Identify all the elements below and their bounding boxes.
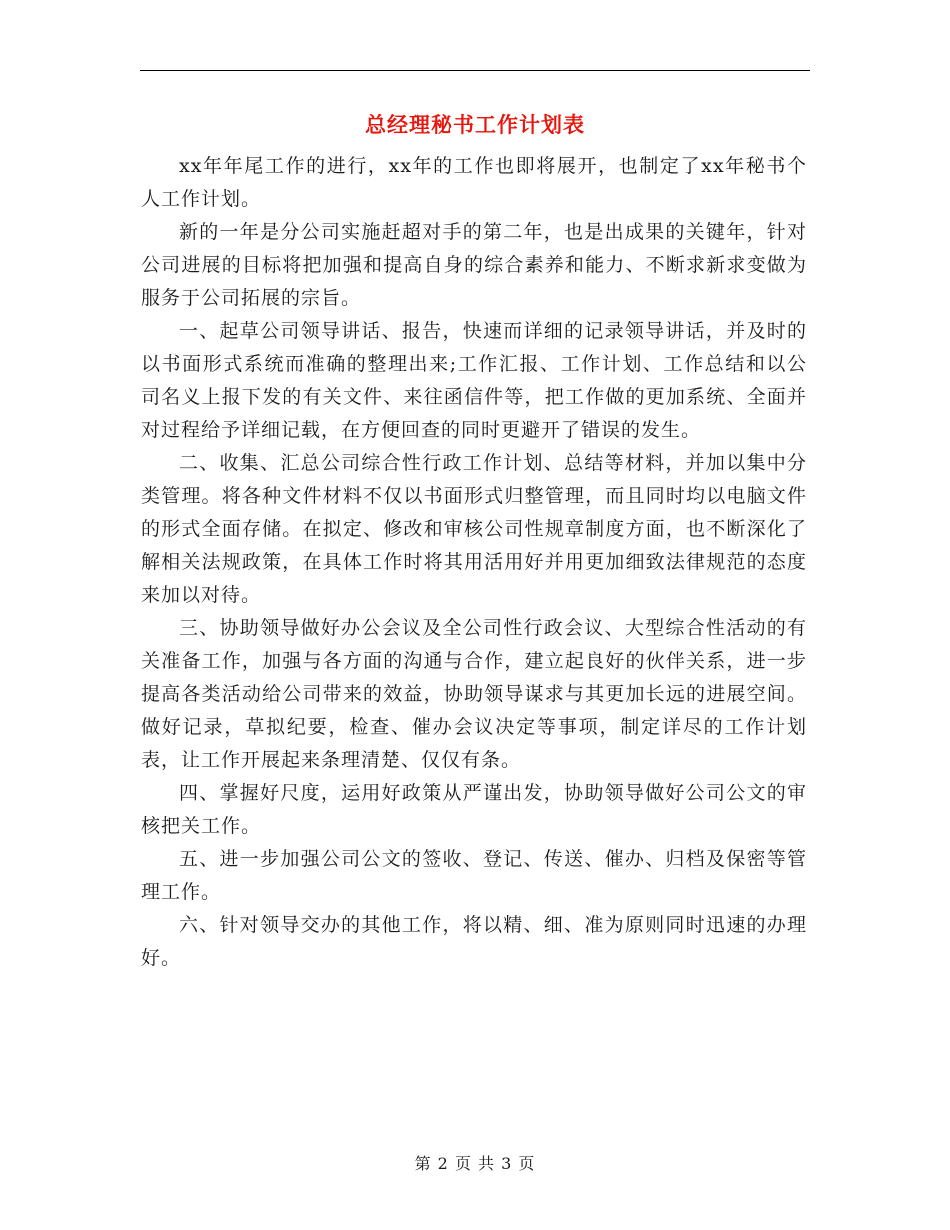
document-body (141, 150, 807, 975)
paragraph-item-3: 三、协助领导做好办公会议及全公司性行政会议、大型综合性活动的有关准备工作，加强与各方面的沟通与合作，建立起良好的伙伴关系，进一步提高各类活动给公司带来的效益，协助领导谋求与其更加长远的进展空间。做好记录，草拟纪要，检查、催办会议决定等事项，制定详尽的工作计划表，让工作开展起来条理清楚、仅仅有条。 (141, 617, 807, 771)
document-title: 总经理秘书工作计划表 (365, 113, 585, 137)
paragraph-intro: xx年年尾工作的进行，xx年的工作也即将展开，也制定了xx年秘书个人工作计划。 (141, 155, 807, 210)
paragraph-item-1: 一、起草公司领导讲话、报告，快速而详细的记录领导讲话，并及时的以书面形式系统而准确的整理出来;工作汇报、工作计划、工作总结和以公司名义上报下发的有关文件、来往函信件等，把工作做的更加系统、全面并对过程给予详细记载，在方便回查的同时更避开了错误的发生。 (141, 320, 807, 441)
paragraph-item-5: 五、进一步加强公司公文的签收、登记、传送、催办、归档及保密等管理工作。 (141, 848, 807, 903)
header-rule (140, 70, 810, 71)
paragraph-item-2: 二、收集、汇总公司综合性行政工作计划、总结等材料，并加以集中分类管理。将各种文件材料不仅以书面形式归整管理，而且同时均以电脑文件的形式全面存储。在拟定、修改和审核公司性规章制度方面，也不断深化了解相关法规政策，在具体工作时将其用活用好并用更加细致法律规范的态度来加以对待。 (141, 452, 807, 606)
paragraph-goal: 新的一年是分公司实施赶超对手的第二年，也是出成果的关键年，针对公司进展的目标将把加强和提高自身的综合素养和能力、不断求新求变做为服务于公司拓展的宗旨。 (141, 221, 807, 309)
paragraph-item-4: 四、掌握好尺度，运用好政策从严谨出发，协助领导做好公司公文的审核把关工作。 (141, 782, 807, 837)
page-number-footer: 第 2 页 共 3 页 (414, 1154, 536, 1173)
paragraph-item-6: 六、针对领导交办的其他工作，将以精、细、准为原则同时迅速的办理好。 (141, 914, 807, 969)
